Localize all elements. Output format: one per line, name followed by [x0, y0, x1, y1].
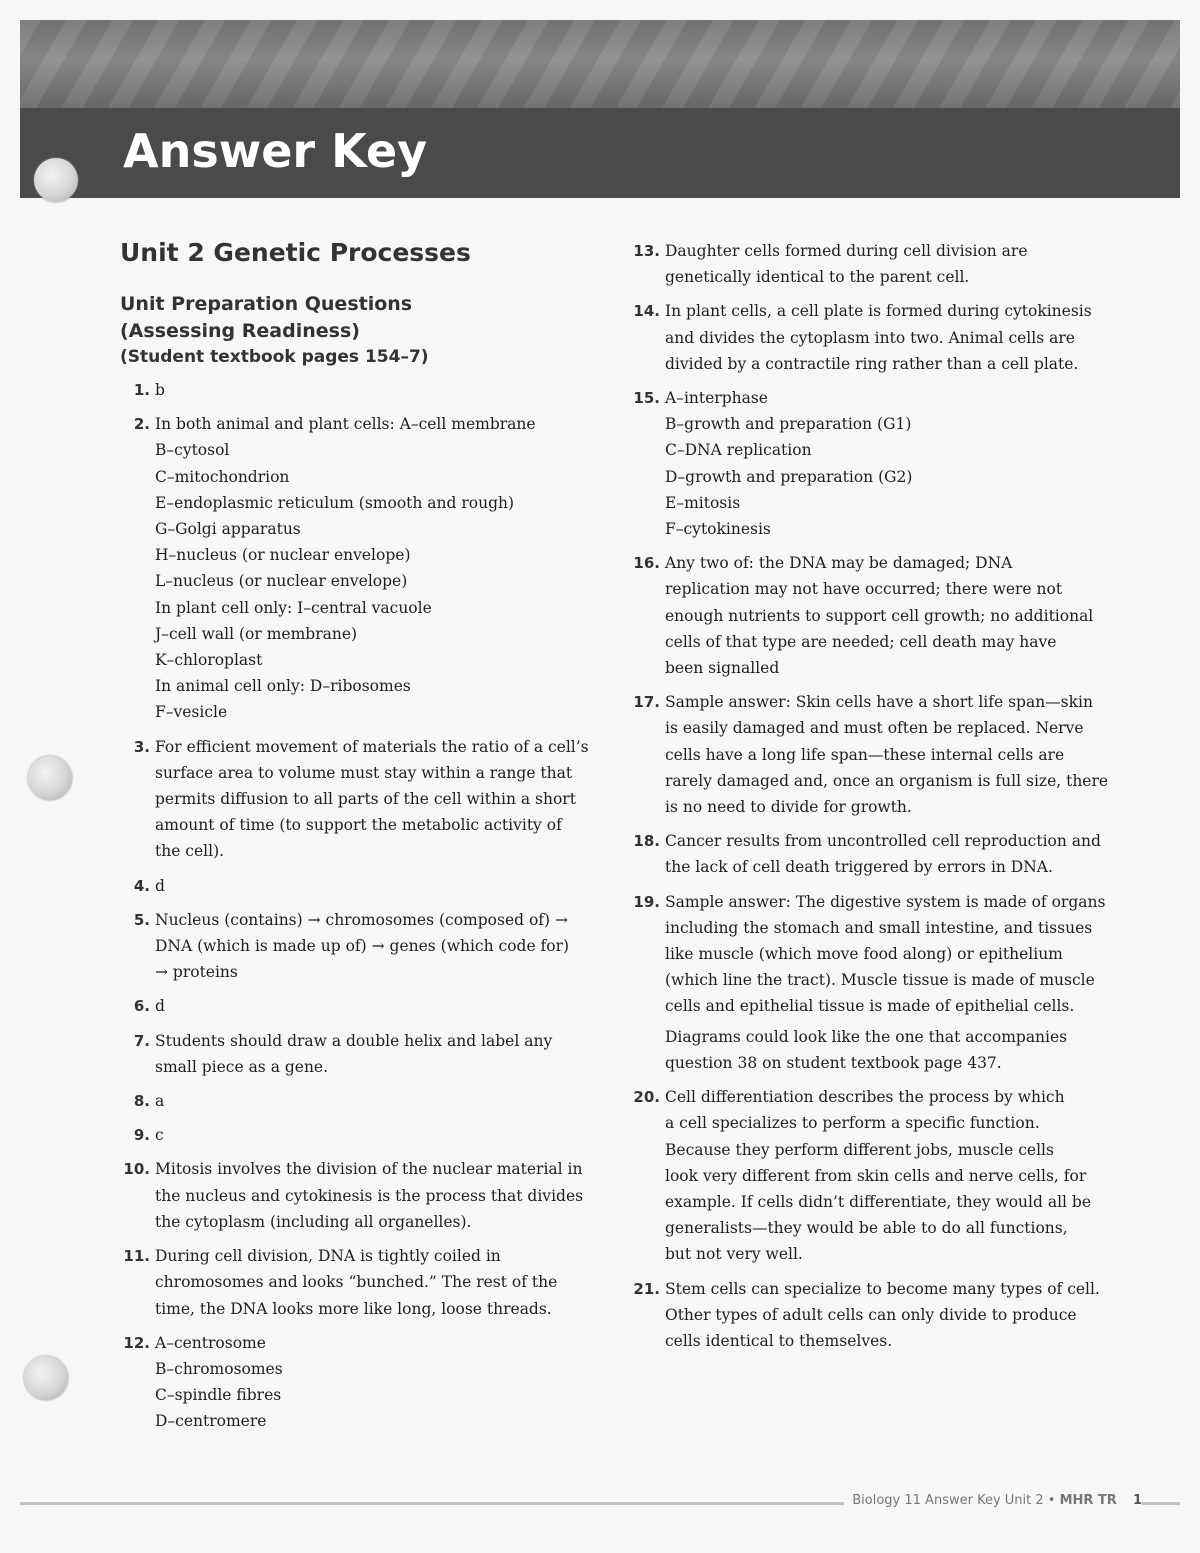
- footer: [844, 1493, 1142, 1508]
- answer-line: In plant cells, a cell plate is formed during cytokinesis: [665, 302, 1092, 321]
- answer-line: genetically identical to the parent cell.: [665, 268, 970, 287]
- answer-number: 17.: [633, 693, 660, 712]
- answer-item: [120, 873, 600, 899]
- answer-line: is no need to divide for growth.: [665, 798, 912, 817]
- answer-line: Students should draw a double helix and label any: [155, 1031, 553, 1050]
- answer-line: d: [155, 997, 165, 1016]
- answer-line: divided by a contractile ring rather than a cell plate.: [665, 354, 1079, 373]
- answer-item: [630, 1276, 1140, 1355]
- answer-line: enough nutrients to support cell growth; no additional: [665, 606, 1094, 625]
- answer-line: In animal cell only: D–ribosomes: [155, 677, 411, 696]
- answer-item: [630, 689, 1140, 820]
- answer-item: [120, 1088, 600, 1114]
- answer-line: In both animal and plant cells: A–cell membrane: [155, 415, 536, 434]
- answer-number: 14.: [633, 302, 660, 321]
- answer-line: K–chloroplast: [155, 651, 263, 670]
- answer-item: [120, 1330, 600, 1435]
- answer-line: Because they perform different jobs, muscle cells: [665, 1140, 1054, 1159]
- textbook-pages-note: (Student textbook pages 154–7): [120, 347, 429, 367]
- answer-line: Stem cells can specialize to become many types of cell.: [665, 1279, 1100, 1298]
- answer-line: Cancer results from uncontrolled cell reproduction and: [665, 832, 1101, 851]
- answer-item: [120, 1028, 600, 1080]
- answer-line: a: [155, 1092, 165, 1111]
- answer-item: [120, 1243, 600, 1322]
- answer-line: G–Golgi apparatus: [155, 520, 301, 539]
- answer-number: 21.: [633, 1279, 660, 1298]
- answer-line: but not very well.: [665, 1245, 803, 1264]
- answer-line: During cell division, DNA is tightly coiled in: [155, 1247, 501, 1266]
- answer-number: 5.: [133, 910, 150, 929]
- answer-line: E–mitosis: [665, 493, 741, 512]
- answer-line: A–interphase: [665, 389, 768, 408]
- answer-item: [120, 993, 600, 1019]
- answer-line: generalists—they would be able to do all functions,: [665, 1219, 1068, 1238]
- right-column: [630, 238, 1140, 1362]
- answer-line: D–centromere: [155, 1412, 267, 1431]
- answer-list-left: [120, 377, 600, 1435]
- section-title-line-1: Unit Preparation Questions: [120, 293, 413, 315]
- answer-number: 4.: [133, 876, 150, 895]
- answer-item: [630, 889, 1140, 1076]
- answer-line: chromosomes and looks “bunched.” The rest of the: [155, 1273, 558, 1292]
- answer-item: [120, 1122, 600, 1148]
- answer-item: [630, 298, 1140, 377]
- footer-page-number: 1: [1132, 1493, 1142, 1508]
- answer-item: [120, 907, 600, 986]
- answer-line: and divides the cytoplasm into two. Animal cells are: [665, 328, 1075, 347]
- answer-line: C–mitochondrion: [155, 467, 290, 486]
- answer-line: Cell differentiation describes the process by which: [665, 1088, 1065, 1107]
- answer-line: Any two of: the DNA may be damaged; DNA: [665, 554, 1013, 573]
- answer-number: 11.: [123, 1247, 150, 1266]
- answer-note-line: question 38 on student textbook page 437.: [665, 1053, 1002, 1072]
- answer-line: D–growth and preparation (G2): [665, 467, 913, 486]
- answer-number: 1.: [133, 381, 150, 399]
- answer-number: 16.: [633, 554, 660, 573]
- answer-line: the nucleus and cytokinesis is the process that divides: [155, 1186, 584, 1205]
- answer-line: Mitosis involves the division of the nuclear material in: [155, 1160, 583, 1179]
- answer-line: cells have a long life span—these internal cells are: [665, 745, 1065, 764]
- answer-note-line: Diagrams could look like the one that accompanies: [665, 1027, 1068, 1046]
- answer-line: H–nucleus (or nuclear envelope): [155, 546, 411, 565]
- answer-line: look very different from skin cells and nerve cells, for: [665, 1166, 1087, 1185]
- answer-line: DNA (which is made up of) → genes (which code for): [155, 937, 570, 956]
- section-title-line-2: (Assessing Readiness): [120, 320, 360, 342]
- answer-item: [120, 734, 600, 865]
- answer-line: (which line the tract). Muscle tissue is made of muscle: [665, 971, 1095, 990]
- answer-line: a cell specializes to perform a specific function.: [665, 1114, 1040, 1133]
- answer-line: the lack of cell death triggered by errors in DNA.: [665, 858, 1053, 877]
- answer-line: Sample answer: Skin cells have a short life span—skin: [665, 693, 1093, 712]
- answer-line: Sample answer: The digestive system is made of organs: [665, 892, 1106, 911]
- answer-number: 8.: [133, 1092, 150, 1111]
- answer-item: [630, 238, 1140, 290]
- answer-list-right: [630, 238, 1140, 1354]
- answer-line: replication may not have occurred; there were not: [665, 580, 1063, 599]
- answer-line: permits diffusion to all parts of the cell within a short: [155, 790, 576, 809]
- answer-line: been signalled: [665, 659, 780, 678]
- answer-line: cells and epithelial tissue is made of epithelial cells.: [665, 997, 1075, 1016]
- answer-line: F–cytokinesis: [665, 520, 771, 539]
- answer-number: 18.: [633, 832, 660, 851]
- answer-line: d: [155, 876, 165, 895]
- answer-line: B–growth and preparation (G1): [665, 415, 912, 434]
- answer-item: [120, 1156, 600, 1235]
- answer-number: 10.: [123, 1160, 150, 1179]
- answer-number: 20.: [633, 1088, 660, 1107]
- answer-line: cells identical to themselves.: [665, 1331, 893, 1350]
- answer-line: Daughter cells formed during cell division are: [665, 242, 1028, 260]
- binder-hole-icon: [34, 158, 78, 202]
- answer-number: 2.: [133, 415, 150, 434]
- footer-brand: MHR TR: [1059, 1493, 1117, 1508]
- answer-line: cells of that type are needed; cell death may have: [665, 632, 1057, 651]
- answer-line: b: [155, 381, 165, 399]
- answer-line: In plant cell only: I–central vacuole: [155, 598, 432, 617]
- answer-line: c: [155, 1126, 164, 1145]
- answer-number: 13.: [633, 242, 660, 260]
- answer-line: C–spindle fibres: [155, 1386, 282, 1405]
- answer-number: 19.: [633, 892, 660, 911]
- answer-item: [630, 385, 1140, 542]
- answer-line: C–DNA replication: [665, 441, 812, 460]
- answer-line: J–cell wall (or membrane): [155, 624, 358, 643]
- answer-line: is easily damaged and must often be replaced. Nerve: [665, 719, 1084, 738]
- answer-item: [120, 411, 600, 725]
- answer-line: F–vesicle: [155, 703, 228, 722]
- answer-line: Nucleus (contains) → chromosomes (composed of) →: [155, 910, 569, 929]
- answer-line: A–centrosome: [155, 1333, 266, 1352]
- answer-line: B–cytosol: [155, 441, 230, 460]
- answer-item: [630, 1084, 1140, 1267]
- answer-number: 12.: [123, 1333, 150, 1352]
- answer-line: L–nucleus (or nuclear envelope): [155, 572, 408, 591]
- answer-line: surface area to volume must stay within a range that: [155, 763, 573, 782]
- answer-line: rarely damaged and, once an organism is full size, there: [665, 771, 1109, 790]
- page-title: Answer Key: [123, 124, 428, 178]
- answer-line: time, the DNA looks more like long, loose threads.: [155, 1299, 552, 1318]
- answer-item: [630, 828, 1140, 880]
- answer-number: 15.: [633, 389, 660, 408]
- answer-line: the cytoplasm (including all organelles).: [155, 1212, 472, 1231]
- answer-line: example. If cells didn’t differentiate, they would all be: [665, 1192, 1092, 1211]
- answer-number: 9.: [133, 1126, 150, 1145]
- answer-number: 3.: [133, 737, 150, 756]
- left-column: [120, 238, 600, 1443]
- answer-line: → proteins: [155, 963, 238, 982]
- answer-line: B–chromosomes: [155, 1359, 283, 1378]
- answer-line: small piece as a gene.: [155, 1057, 329, 1076]
- answer-number: 7.: [133, 1031, 150, 1050]
- answer-item: [630, 550, 1140, 681]
- answer-line: amount of time (to support the metabolic activity of: [155, 816, 562, 835]
- answer-line: E–endoplasmic reticulum (smooth and rough): [155, 493, 515, 512]
- answer-line: Other types of adult cells can only divide to produce: [665, 1305, 1077, 1324]
- answer-item: [120, 377, 600, 403]
- footer-label: Biology 11 Answer Key Unit 2 •: [852, 1493, 1056, 1508]
- answer-number: 6.: [133, 997, 150, 1016]
- binder-hole-icon: [28, 756, 72, 800]
- header-texture-band: [20, 20, 1180, 108]
- answer-line: including the stomach and small intestine, and tissues: [665, 918, 1093, 937]
- binder-hole-icon: [24, 1356, 68, 1400]
- answer-line: like muscle (which move food along) or epithelium: [665, 945, 1063, 964]
- answer-line: For efficient movement of materials the ratio of a cell’s: [155, 737, 589, 756]
- unit-title: Unit 2 Genetic Processes: [120, 238, 471, 267]
- answer-line: the cell).: [155, 842, 225, 861]
